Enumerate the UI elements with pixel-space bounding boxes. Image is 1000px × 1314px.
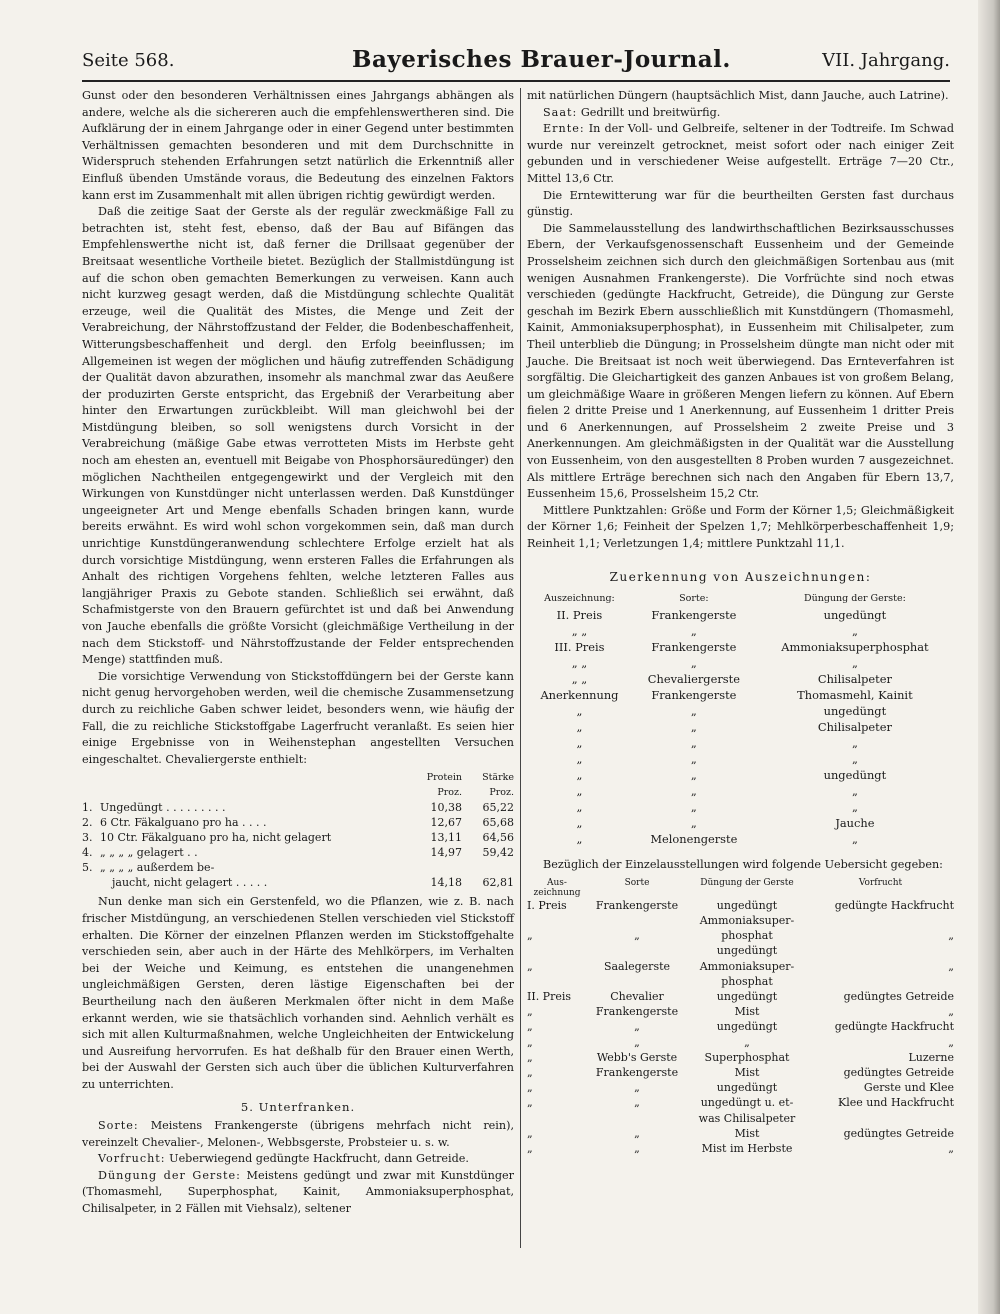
paragraph-label: Ernte: (543, 122, 585, 136)
row-number: 2. (82, 816, 93, 830)
exhibit-award: „ (527, 1005, 533, 1019)
volume-label: VII. Jahrgang. (822, 50, 950, 71)
exhibit-award (527, 913, 587, 928)
table-row (527, 655, 954, 671)
award-fertilizer: ungedüngt (823, 704, 887, 719)
paragraph: Daß die zeitige Saat der Gerste als der regulär zweckmäßige Fall zu betrachten ist, steht fest, ebenso, daß der Bau auf Bifängen das Empfehlenswerthe nicht ist, daß ferner die Drillsaat gegenüber der Breitsaat wesentliche Vortheile bietet. Bezüglich der Stallmistdüngung ist auf die schon oben gemachten Bemerkungen zu verweisen. Kann auch nicht kurzweg gesagt werden, daß die Mistdüngung schlechte Qualität erzeuge, weil die Qualität des Mistes, die Menge und Zeit der Verabreichung, der Nährstoffzustand der Felder, die Bodenbeschaffenheit, Witterungsbeschaffenheit und dergl. den Erfolg beeinflussen; im Allgemeinen ist wegen der möglichen und häufig zutreffenden Schädigung der Qualität davon abzurathen, insomehr als manchmal zwar das Aeußere der produzirten Gerste entspricht, das Ergebniß der Verarbeitung aber hinter den Erwartungen zurückbleibt. Will man gleichwohl bei der Mistdüngung bleiben, so soll wenigstens durch Vorsicht in der Verabreichung (mäßige Gabe etwas verrotteten Mists im Herbste geht noch am ehesten an, eventuell mit Beigabe von Phosphorsäuredünger) den möglichen Nachtheilen entgegengewirkt und der Vergleich mit den Wirkungen von Kunstdünger nicht unterlassen werden. Daß Kunstdünger ungeeigneter Art und Menge ebenfalls Schaden bringen kann, wurde bereits erwähnt. Es wird wohl schon vorgekommen sein, daß man durch unrichtige Kunstdüngeranwendung schlechtere Erfolge erzielt hat als durch vorsichtige Mistdüngung, wenn ersteren Falles die Erfahrungen als Anhalt des richtigen Vorgehens fehlten, welche letzteren Falles aus langjähriger Praxis zu Gebote standen. Schließlich sei erwähnt, daß Schafmistgerste von den Brauern gefürchtet ist und daß bei Anwendung von Jauche ebenfalls die größte Vorsicht (gleichmäßige Vertheilung in der nach dem Stickstoff- und Nährstoffzustande der Felder entsprechenden Menge) stattfinden muß. (82, 205, 514, 667)
exhibit-fertilizer: Mist (734, 1126, 760, 1140)
starch-value: 65,68 (482, 816, 514, 830)
table-row (527, 1050, 954, 1065)
starch-value: 59,42 (482, 846, 514, 860)
table-row (527, 703, 954, 719)
table-row (527, 1065, 954, 1080)
exhibit-variety: „ (634, 1081, 640, 1095)
page-number: Seite 568. (82, 50, 175, 71)
row-number (82, 875, 100, 890)
award-variety: „ (690, 704, 697, 719)
award-level: „ (576, 704, 583, 719)
table-row (527, 831, 954, 847)
exhibit-award: „ (527, 1020, 533, 1034)
exhibit-award: „ (527, 929, 533, 943)
award-variety: Chevaliergerste (647, 672, 740, 687)
award-level: „ „ (571, 624, 588, 639)
exhibit-fertilizer: „ (744, 1035, 750, 1049)
row-label: 10 Ctr. Fäkalguano pro ha, nicht gelagert (100, 831, 332, 845)
award-fertilizer: „ (851, 624, 858, 639)
table-row (527, 1111, 954, 1126)
exhibit-fertilizer: was Chilisalpeter (698, 1111, 796, 1125)
table-row (527, 815, 954, 831)
row-number: 1. (82, 801, 93, 815)
award-level: „ (576, 768, 583, 783)
starch-value: 64,56 (482, 831, 514, 845)
exhibit-previous-crop: gedüngtes Getreide (843, 990, 954, 1004)
starch-value (462, 860, 514, 875)
exhibit-previous-crop (807, 913, 954, 928)
award-level: „ „ (571, 656, 588, 671)
exhibit-previous-crop: Luzerne (908, 1050, 954, 1064)
table-row (82, 800, 514, 815)
award-variety: „ (690, 736, 697, 751)
award-fertilizer: ungedüngt (823, 608, 887, 623)
exhibit-previous-crop: „ (948, 929, 954, 943)
award-fertilizer: ungedüngt (823, 768, 887, 783)
column-divider (520, 88, 521, 1248)
starch-value: 62,81 (482, 876, 514, 890)
table-row (527, 783, 954, 799)
table-row (527, 1035, 954, 1050)
exhibit-fertilizer: Superphosphat (704, 1050, 790, 1064)
award-level: „ (576, 784, 583, 799)
award-level: „ (576, 720, 583, 735)
table-row (82, 860, 514, 875)
table-row (527, 928, 954, 943)
exhibit-award: II. Preis (527, 990, 572, 1004)
award-variety: „ (690, 768, 697, 783)
row-label: „ „ „ „ gelagert . . (100, 846, 198, 860)
table-row (527, 607, 954, 623)
table-row (527, 799, 954, 815)
paragraph-text: Meistens Frankengerste (übrigens mehrfach nicht rein), vereinzelt Chevalier-, Melonen-, Webbsgerste, Probsteier u. s. w. (82, 1119, 514, 1149)
exhibit-variety (587, 943, 687, 958)
table-row (527, 1095, 954, 1110)
header-rule (82, 80, 950, 82)
table-row (527, 1019, 954, 1034)
table-header: Vorfrucht (858, 877, 903, 888)
paragraph-text: mit natürlichen Düngern (hauptsächlich Mist, dann Jauche, auch Latrine). (527, 89, 949, 102)
paragraph-text: Die Erntewitterung war für die beurtheilten Gersten fast durchaus günstig. (527, 188, 954, 219)
exhibit-award (527, 974, 587, 989)
exhibit-variety: „ (634, 1142, 640, 1156)
exhibit-variety: Webb's Gerste (596, 1050, 678, 1064)
page-header (82, 46, 950, 82)
exhibit-award: „ (527, 1126, 533, 1140)
paragraph-text: Gedrillt und breitwürfig. (577, 105, 721, 119)
exhibit-variety: Saalegerste (603, 959, 671, 973)
award-fertilizer: Chilisalpeter (817, 720, 892, 735)
table-row (82, 830, 514, 845)
award-level: „ (576, 752, 583, 767)
exhibit-fertilizer: Mist (734, 1066, 760, 1080)
award-variety: Frankengerste (651, 640, 737, 655)
award-fertilizer: Jauche (835, 816, 875, 831)
award-level: III. Preis (554, 640, 605, 655)
exhibit-previous-crop: Gerste und Klee (863, 1081, 954, 1095)
paragraph: Bezüglich der Einzelausstellungen wird folgende Uebersicht gegeben: (543, 858, 943, 872)
award-level: „ „ (571, 672, 588, 687)
row-number: 4. (82, 846, 93, 860)
paragraph-text: Die Sammelausstellung des landwirthschaftlichen Bezirksausschusses Ebern, der Verkaufsgenossenschaft Eussenheim und der Gemeinde Prosselsheim zeichnen sich durch den gleichmäßigen Sortenbau aus (mit wenigen Ausnahmen Frankengerste). Die Vorfrüchte sind noch etwas verschieden (gedüngte Hackfrucht, Getreide), die Düngung zur Gerste geschah im Bezirk Ebern ausschließlich mit Kunstdüngern (Thomasmehl, Kainit, Ammoniaksuperphosphat), in Eussenheim mit Chilisalpeter, zum Theil unterblieb die Düngung; in Prosselsheim düngte man nicht oder mit Jauche. Die Breitsaat ist noch weit überwiegend. Das Ernteverfahren ist sorgfältig. Die Gleichartigkeit des ganzen Anbaues ist von großem Belang, um gleichmäßige Waare in größeren Mengen liefern zu können. Auf Ebern fielen 2 dritte Preise und 1 Anerkennung, auf Eussenheim 1 dritter Preis und 6 Anerkennungen, auf Prosselsheim 2 zweite Preise und 3 Anerkennungen. Am gleichmäßigsten in der Qualität war die Ausstellung von Eussenheim, von den ausgestellten 8 Proben wurden 7 ausgezeichnet. Als mittlere Erträge berechnen sich nach den Angaben für Ebern 13,7, Eussenheim 15,6, Prosselsheim 15,2 Ctr. (527, 221, 954, 501)
award-fertilizer: Thomasmehl, Kainit (797, 688, 913, 703)
table-row (527, 687, 954, 703)
award-fertilizer: „ (851, 656, 858, 671)
award-variety: „ (690, 816, 697, 831)
paragraph (82, 1151, 514, 1168)
exhibit-fertilizer: ungedüngt (716, 1020, 778, 1034)
protein-value: 14,97 (430, 846, 462, 860)
exhibit-fertilizer: ungedüngt (716, 944, 778, 958)
paragraph: Gunst oder den besonderen Verhältnissen eines Jahrgangs abhängen als andere, welche als die sichereren auch die empfehlenswertheren sind. Die Aufklärung der in einem Jahrgange oder in einer Gegend unter bestimmten Verhältnissen gemachten besonderen und mit dem Durchschnitte in Widerspruch stehenden Erfahrungen setzt natürlich die Erkenntniß aller Einfluß übenden Umstände voraus, die Bedeutung des einzelnen Faktors kann erst im Zusammenhalt mit allen übrigen richtig gewürdigt werden. (82, 89, 514, 202)
row-number: 3. (82, 831, 93, 845)
table-header: Protein Proz. (426, 772, 462, 799)
table-row (527, 989, 954, 1004)
exhibit-award: I. Preis (527, 898, 567, 912)
exhibit-previous-crop: „ (948, 1035, 954, 1049)
exhibit-award: „ (527, 1066, 533, 1080)
table-row (527, 719, 954, 735)
table-row (527, 943, 954, 958)
exhibit-variety: „ (634, 1126, 640, 1140)
award-variety: „ (690, 720, 697, 735)
award-fertilizer: „ (851, 800, 858, 815)
exhibit-variety: „ (634, 929, 640, 943)
protein-starch-table (82, 770, 514, 890)
exhibit-variety (587, 1111, 687, 1126)
award-fertilizer: „ (851, 752, 858, 767)
protein-value: 14,18 (430, 876, 462, 890)
paragraph-text: Mittlere Punktzahlen: Größe und Form der Körner 1,5; Gleichmäßigkeit der Körner 1,6; Feinheit der Spelzen 1,7; Mehlkörperbeschaffenheit 1,9; Reinheit 1,1; Verletzungen 1,4; mittlere Punktzahl 11,1. (527, 503, 954, 551)
exhibit-variety (587, 913, 687, 928)
exhibit-fertilizer: Ammoniaksuper- (699, 959, 795, 973)
paragraph (527, 503, 954, 553)
exhibit-variety: „ (634, 1035, 640, 1049)
award-variety: Frankengerste (651, 688, 737, 703)
exhibit-previous-crop: gedüngtes Getreide (843, 1066, 954, 1080)
table-header: Sorte: (679, 593, 709, 605)
table-row (527, 1126, 954, 1141)
table-row (527, 767, 954, 783)
exhibit-fertilizer: Ammoniaksuper- (699, 914, 795, 928)
row-label: „ „ „ „ außerdem be- (100, 861, 215, 875)
exhibit-award (527, 943, 587, 958)
award-variety: „ (690, 784, 697, 799)
starch-value: 65,22 (482, 801, 514, 815)
row-label: 6 Ctr. Fäkalguano pro ha . . . . (100, 816, 267, 830)
protein-value: 12,67 (430, 816, 462, 830)
exhibit-award: „ (527, 959, 533, 973)
award-level: Anerkennung (540, 688, 619, 703)
paragraph (527, 105, 954, 122)
award-fertilizer: „ (851, 736, 858, 751)
paragraph (82, 1118, 514, 1151)
protein-value: 13,11 (430, 831, 462, 845)
section-heading: 5. Unterfranken. (240, 1100, 356, 1115)
exhibit-fertilizer: phosphat (721, 929, 773, 943)
exhibit-fertilizer: ungedüngt u. et- (700, 1096, 794, 1110)
paragraph: Die vorsichtige Verwendung von Stickstoffdüngern bei der Gerste kann nicht genug hervorgehoben werden, weil die chemische Zusammensetzung durch zu reichliche Gaben schwer leidet, besonders wenn, wie häufig der Fall, die zu reichliche Stickstoffgabe Lagerfrucht veranlaßt. Es seien hier einige Ergebnisse von in Weihenstephan angestellten Versuchen eingeschaltet. Chevaliergerste enthielt: (82, 669, 514, 766)
exhibit-previous-crop (807, 974, 954, 989)
award-variety: „ (690, 800, 697, 815)
exhibit-fertilizer: Mist im Herbste (701, 1142, 793, 1156)
award-level: „ (576, 816, 583, 831)
exhibit-award: „ (527, 1081, 533, 1095)
table-row (82, 815, 514, 830)
table-header: Sorte (624, 877, 650, 888)
table-row (527, 959, 954, 974)
table-header: Stärke Proz. (482, 772, 514, 799)
award-fertilizer: „ (851, 784, 858, 799)
table-row (527, 1004, 954, 1019)
row-number: 5. (82, 861, 93, 875)
exhibit-previous-crop: gedüngtes Getreide (843, 1126, 954, 1140)
paragraph-text: Meistens gedüngt und zwar mit Kunstdünger (Thomasmehl, Superphosphat, Kainit, Ammoniaksuperphosphat, Chilisalpeter, in 2 Fällen mit Viehsalz), seltener (82, 1168, 515, 1216)
exhibit-fertilizer: ungedüngt (716, 990, 778, 1004)
awards-heading: Zuerkennung von Auszeichnungen: (609, 569, 872, 584)
award-fertilizer: „ (851, 832, 858, 847)
awards-table (527, 591, 954, 847)
award-variety: Frankengerste (651, 608, 737, 623)
award-fertilizer: Ammoniaksuperphosphat (781, 640, 929, 655)
table-row (527, 639, 954, 655)
exhibit-award: „ (527, 1142, 533, 1156)
table-row (527, 974, 954, 989)
table-row (527, 898, 954, 913)
exhibit-award: „ (527, 1050, 533, 1064)
right-column (527, 88, 954, 1156)
exhibit-previous-crop: „ (948, 959, 954, 973)
exhibit-previous-crop: „ (948, 1005, 954, 1019)
award-variety: „ (690, 624, 697, 639)
paragraph-label: Vorfrucht: (98, 1152, 166, 1166)
paragraph-text: Ueberwiegend gedüngte Hackfrucht, dann Getreide. (165, 1152, 469, 1166)
table-header: Düngung der Gerste: (804, 593, 906, 605)
paragraph (527, 188, 954, 221)
exhibit-variety: Chevalier (610, 990, 664, 1004)
paragraph-label: Düngung der Gerste: (98, 1168, 241, 1182)
row-label: jaucht, nicht gelagert . . . . . (112, 876, 268, 890)
exhibit-fertilizer: ungedüngt (716, 1081, 778, 1095)
paragraph-label: Sorte: (98, 1119, 139, 1133)
paragraph-label: Saat: (543, 105, 578, 119)
exhibit-variety: Frankengerste (595, 1066, 679, 1080)
paragraph-text: In der Voll- und Gelbreife, seltener in der Todtreife. Im Schwad wurde nur vereinzelt getrocknet, meist sofort oder nach einiger Zeit gebunden und in verschiedener Weise aufgestellt. Erträge 7—20 Ctr., Mittel 13,6 Ctr. (527, 122, 954, 185)
exhibit-previous-crop: gedüngte Hackfrucht (834, 1020, 954, 1034)
paragraph (527, 221, 954, 503)
exhibit-variety: „ (634, 1020, 640, 1034)
award-variety: „ (690, 752, 697, 767)
table-row (527, 735, 954, 751)
exhibit-variety: Frankengerste (595, 1005, 679, 1019)
award-level: „ (576, 736, 583, 751)
award-level: II. Preis (556, 608, 603, 623)
exhibit-previous-crop: Klee und Hackfrucht (837, 1096, 954, 1110)
award-variety: „ (690, 656, 697, 671)
table-header: Auszeichnung: (544, 593, 615, 605)
journal-title: Bayerisches Brauer-Journal. (352, 46, 731, 73)
paragraph (82, 1168, 514, 1218)
award-fertilizer: Chilisalpeter (817, 672, 892, 687)
table-row (527, 1141, 954, 1156)
exhibit-previous-crop (807, 1111, 954, 1126)
exhibit-variety: „ (634, 1096, 640, 1110)
table-row (82, 875, 514, 890)
table-row (527, 913, 954, 928)
award-level: „ (576, 832, 583, 847)
page-edge-shadow (978, 0, 1000, 1314)
exhibit-previous-crop: gedüngte Hackfrucht (834, 898, 954, 912)
table-row (527, 671, 954, 687)
exhibit-award: „ (527, 1035, 533, 1049)
paragraph (527, 88, 954, 105)
exhibit-variety (587, 974, 687, 989)
exhibit-award: „ (527, 1096, 533, 1110)
individual-exhibits-table (527, 878, 954, 1156)
table-row (527, 751, 954, 767)
award-level: „ (576, 800, 583, 815)
row-label: Ungedüngt . . . . . . . . . (100, 801, 226, 815)
protein-value (410, 860, 462, 875)
left-column (82, 88, 514, 1218)
award-variety: Melonengerste (650, 832, 738, 847)
table-row (527, 623, 954, 639)
exhibit-fertilizer: phosphat (721, 974, 773, 988)
table-row (82, 845, 514, 860)
exhibit-fertilizer: Mist (734, 1005, 760, 1019)
exhibit-fertilizer: ungedüngt (716, 898, 778, 912)
exhibit-variety: Frankengerste (595, 898, 679, 912)
exhibit-previous-crop: „ (948, 1142, 954, 1156)
table-header: Aus-zeichnung (533, 877, 581, 898)
exhibit-award (527, 1111, 587, 1126)
protein-value: 10,38 (430, 801, 462, 815)
table-row (527, 1080, 954, 1095)
paragraph (527, 121, 954, 187)
paragraph: Nun denke man sich ein Gerstenfeld, wo die Pflanzen, wie z. B. nach frischer Mistdüngung, an verschiedenen Stellen verschieden viel Stickstoff erhalten. Die Körner der einzelnen Pflanzen werden im Stickstoffgehalte verschieden sein, aber auch in der Härte des Mehlkörpers, im Verhalten bei der Weiche und Keimung, es entstehen die unangenehmen ungleichmäßigen Gersten, deren lästige Eigenschaften bei der Beurtheilung nach den äußeren Merkmalen öfter nicht in dem Maße erkannt werden, wie sie thatsächlich vorhanden sind. Aehnlich verhält es sich mit allen Kulturmaßnahmen, welche Ungleichheiten der Entwickelung und Ausreifung hervorrufen. Es hat deßhalb für den Brauer einen Werth, bei der Auswahl der Gersten sich auch über die üblichen Kulturverfahren zu unterrichten. (82, 895, 514, 1091)
exhibit-previous-crop (807, 943, 954, 958)
table-header: Düngung der Gerste (700, 877, 794, 888)
